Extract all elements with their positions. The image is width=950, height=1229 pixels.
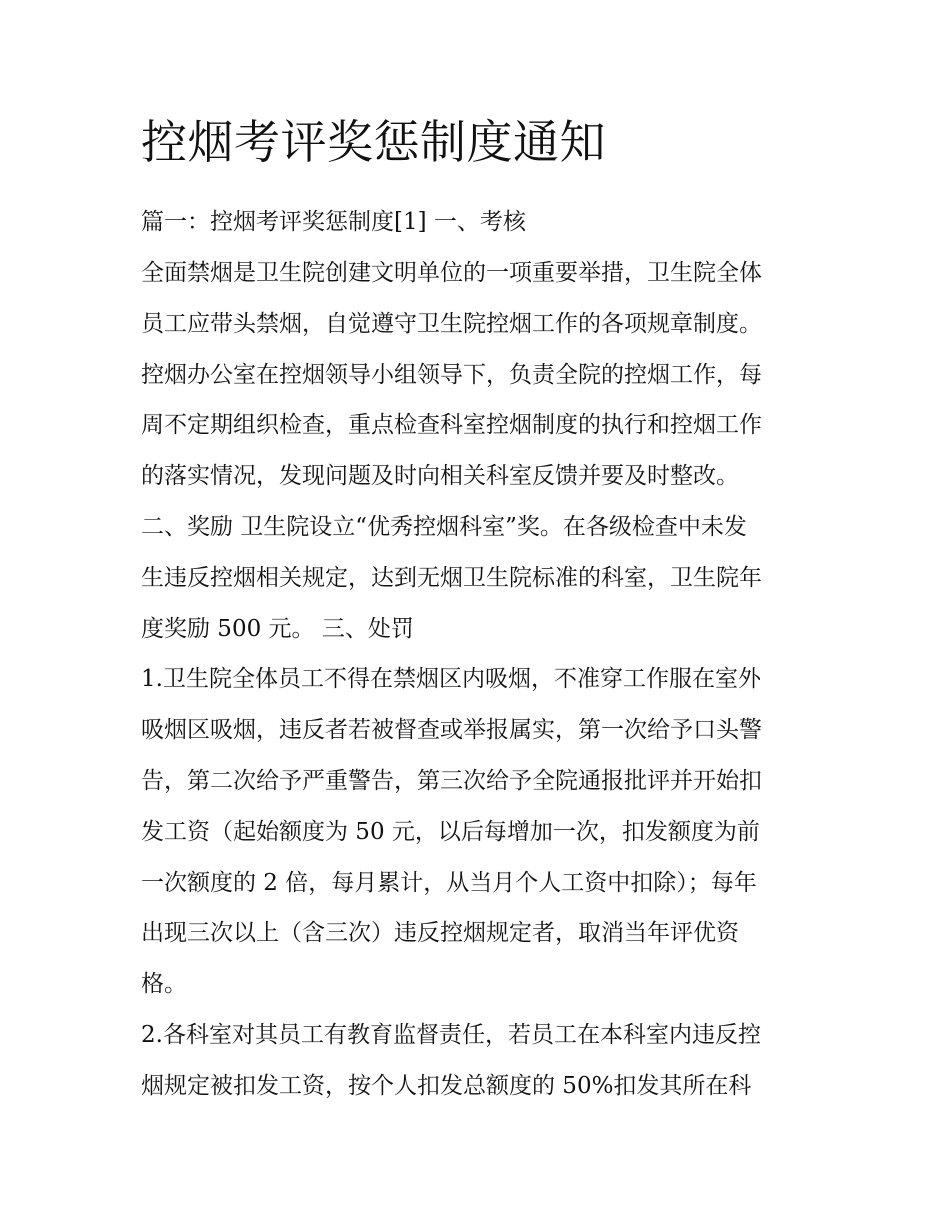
text-line: 控烟办公室在控烟领导小组领导下，负责全院的控烟工作，每 (141, 362, 762, 388)
document-title: 控烟考评奖惩制度通知 (141, 115, 606, 169)
text-line: 全面禁烟是卫生院创建文明单位的一项重要举措，卫生院全体 (141, 260, 762, 286)
text-line: 烟规定被扣发工资，按个人扣发总额度的 50%扣发其所在科 (141, 1073, 752, 1099)
text-line: 出现三次以上（含三次）违反控烟规定者，取消当年评优资 (141, 920, 739, 946)
section-heading: 篇一：控烟考评奖惩制度[1] 一、考核 (141, 209, 526, 235)
text-line: 2.各科室对其员工有教育监督责任，若员工在本科室内违反控 (141, 1022, 761, 1048)
text-line: 1.卫生院全体员工不得在禁烟区内吸烟，不准穿工作服在室外 (141, 666, 761, 692)
text-line: 员工应带头禁烟，自觉遵守卫生院控烟工作的各项规章制度。 (141, 311, 762, 337)
text-line: 格。 (141, 971, 187, 997)
text-line: 生违反控烟相关规定，达到无烟卫生院标准的科室，卫生院年 (141, 565, 762, 591)
text-line: 吸烟区吸烟，违反者若被督查或举报属实，第一次给予口头警 (141, 717, 762, 743)
text-line: 周不定期组织检查，重点检查科室控烟制度的执行和控烟工作 (141, 412, 762, 438)
text-line: 度奖励 500 元。 三、处罚 (141, 616, 414, 642)
text-line: 二、奖励 卫生院设立“优秀控烟科室”奖。在各级检查中未发 (141, 514, 747, 540)
text-line: 发工资（起始额度为 50 元，以后每增加一次，扣发额度为前 (141, 819, 760, 845)
text-line: 的落实情况，发现问题及时向相关科室反馈并要及时整改。 (141, 463, 739, 489)
text-line: 一次额度的 2 倍，每月累计，从当月个人工资中扣除）；每年 (141, 870, 757, 896)
text-line: 告，第二次给予严重警告，第三次给予全院通报批评并开始扣 (141, 768, 762, 794)
